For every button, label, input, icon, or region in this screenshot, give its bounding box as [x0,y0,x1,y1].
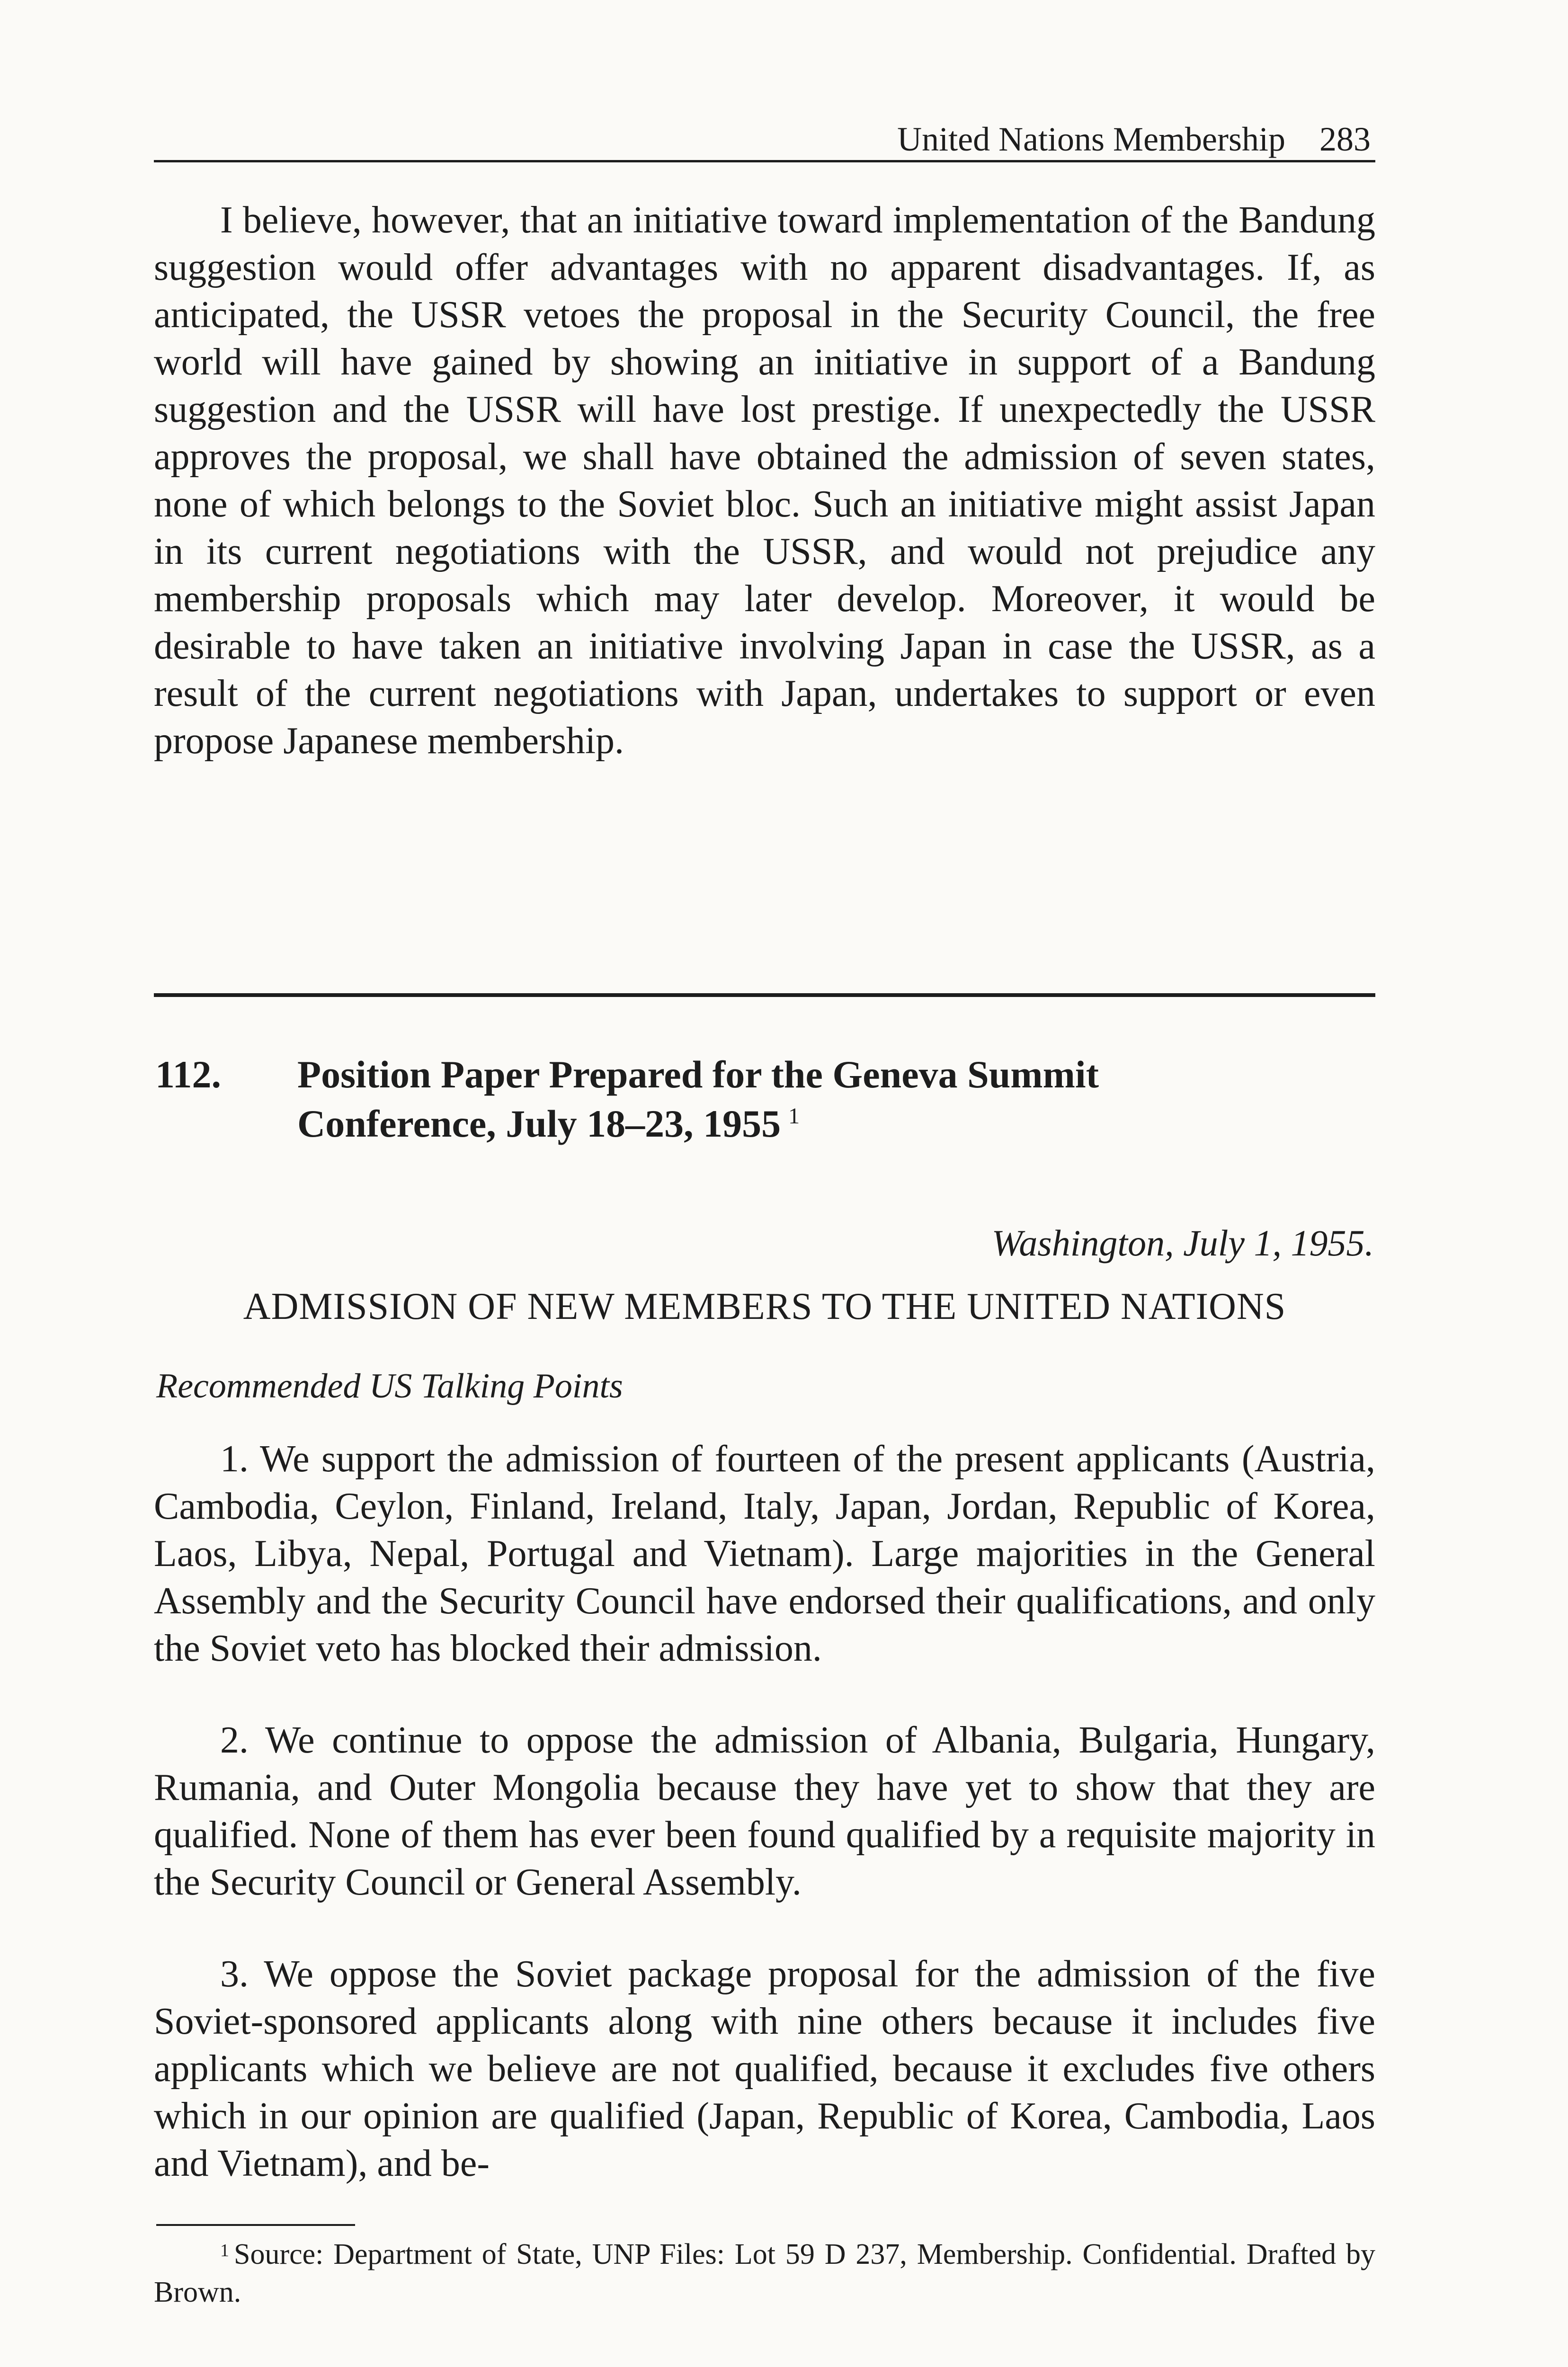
footnote-rule [156,2224,355,2226]
document-number: 112. [155,1053,221,1096]
talking-points-subheading: Recommended US Talking Points [156,1367,623,1406]
document-title-text: Position Paper Prepared for the Geneva Summit Conference, July 18–23, 1955 [297,1053,1099,1145]
running-header-title: United Nations Membership [897,120,1285,158]
section-divider [154,993,1375,997]
footnote-marker: 1 [220,2241,229,2260]
talking-point-3: 3. We oppose the Soviet package proposal for the admission of the five Soviet-sponsored applicants along with nine others because it includes five applicants which we believe are not qualified, because it excludes five others which in our opinion are qualified (Japan, Republic of Korea, Cambodia, Laos and Vietnam), and be- [154,1953,1375,2184]
footnote [154,2235,1375,2311]
talking-point-1: 1. We support the admission of fourteen of the present applicants (Austria, Cambodia, Ceylon, Finland, Ireland, Italy, Japan, Jordan, Republic of Korea, Laos, Libya, Nepal, Portugal and Vietnam). Large majorities in the General Assembly and the Security Council have endorsed their qualifications, and only the Soviet veto has blocked their admission. [154,1438,1375,1669]
document-title [297,1050,1292,1148]
talking-point-2: 2. We continue to oppose the admission of Albania, Bulgaria, Hungary, Rumania, and Outer Mongolia because they have yet to show that they are qualified. None of them has ever been found qualified by a requisite majority in the Security Council or General Assembly. [154,1719,1375,1903]
intro-paragraph: I believe, however, that an initiative toward implementation of the Bandung suggestion would offer advantages with no apparent disadvantages. If, as anticipated, the USSR vetoes the proposal in the Security Council, the free world will have gained by showing an initiative in support of a Bandung suggestion and the USSR will have lost prestige. If unexpectedly the USSR approves the proposal, we shall have obtained the admission of seven states, none of which belongs to the Soviet bloc. Such an initiative might assist Japan in its current negotiations with the USSR, and would not prejudice any membership proposals which may later develop. Moreover, it would be desirable to have taken an initiative involving Japan in case the USSR, as a result of the current negotiations with Japan, undertakes to support or even propose Japanese membership. [154,199,1375,762]
footnote-text: Source: Department of State, UNP Files: Lot 59 D 237, Membership. Confidential. Drafted by Brown. [154,2238,1375,2308]
page-number: 283 [1319,120,1371,158]
dateline: Washington, July 1, 1955. [991,1222,1374,1264]
subject-heading: ADMISSION OF NEW MEMBERS TO THE UNITED NATIONS [243,1286,1286,1327]
document-title-footnote-marker: 1 [788,1103,800,1129]
running-header [154,108,1375,162]
